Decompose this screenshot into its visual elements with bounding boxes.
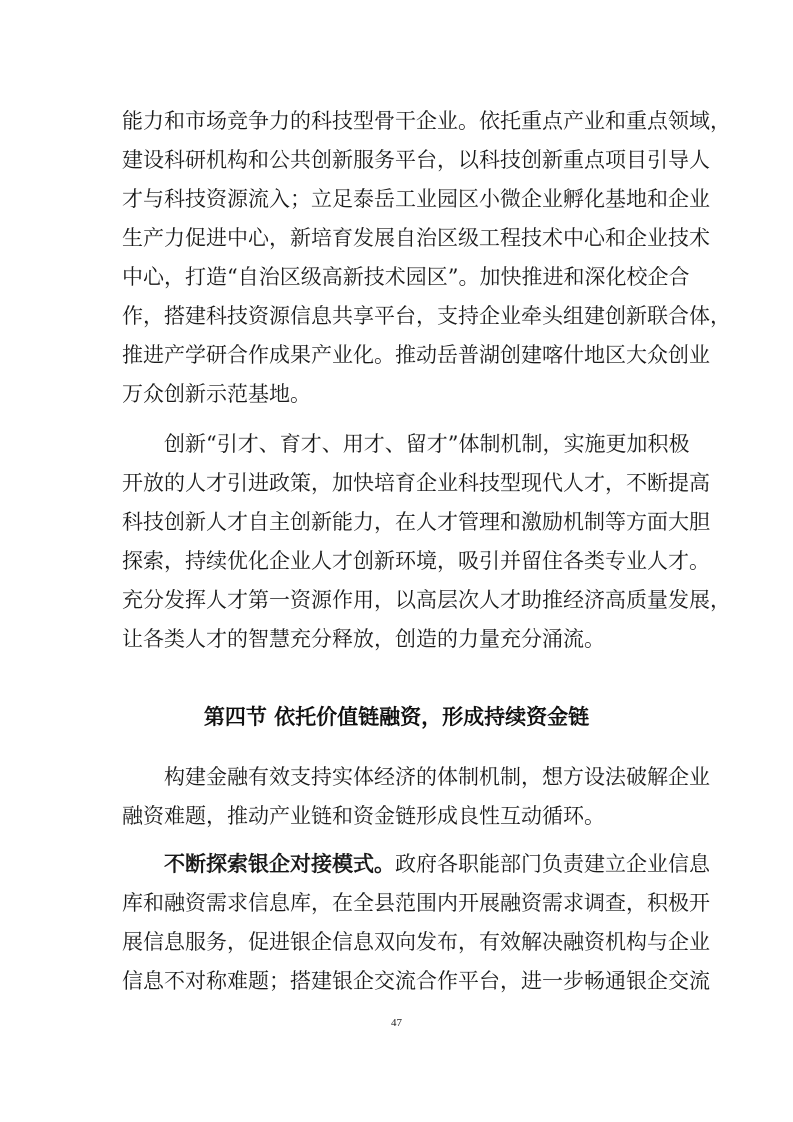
paragraph-4-bold-lead: 不断探索银企对接模式。 <box>164 852 395 876</box>
page-number: 47 <box>391 1017 402 1029</box>
paragraph-1-line-3: 才与科技资源流入；立足泰岳工业园区小微企业孵化基地和企业 <box>122 187 710 211</box>
section-heading: 第四节 依托价值链融资，形成持续资金链 <box>203 705 590 729</box>
paragraph-1-line-2: 建设科研机构和公共创新服务平台，以科技创新重点项目引导人 <box>122 148 710 172</box>
paragraph-4-line-1 <box>164 851 710 877</box>
paragraph-1-line-5: 中心，打造“自治区级高新技术园区”。加快推进和深化校企合 <box>122 265 690 289</box>
paragraph-4-line-1-text: 政府各职能部门负责建立企业信息 <box>395 852 710 876</box>
paragraph-1-line-1: 能力和市场竞争力的科技型骨干企业。依托重点产业和重点领域， <box>122 109 731 133</box>
paragraph-1-line-4: 生产力促进中心，新培育发展自治区级工程技术中心和企业技术 <box>122 226 710 250</box>
paragraph-4-line-4: 信息不对称难题；搭建银企交流合作平台，进一步畅通银企交流 <box>122 969 710 993</box>
paragraph-2-line-1: 创新“引才、育才、用才、留才”体制机制，实施更加积极 <box>164 432 690 456</box>
paragraph-4-line-2: 库和融资需求信息库，在全县范围内开展融资需求调查，积极开 <box>122 891 710 915</box>
paragraph-1-line-6: 作，搭建科技资源信息共享平台，支持企业牵头组建创新联合体， <box>122 304 731 328</box>
paragraph-1-line-7: 推进产学研合作成果产业化。推动岳普湖创建喀什地区大众创业 <box>122 343 710 367</box>
paragraph-2-line-2: 开放的人才引进政策，加快培育企业科技型现代人才，不断提高 <box>122 471 710 495</box>
paragraph-1-line-8: 万众创新示范基地。 <box>122 382 311 406</box>
paragraph-3-line-2: 融资难题，推动产业链和资金链形成良性互动循环。 <box>122 804 605 828</box>
paragraph-2-line-6: 让各类人才的智慧充分释放，创造的力量充分涌流。 <box>122 627 605 651</box>
paragraph-2-line-3: 科技创新人才自主创新能力，在人才管理和激励机制等方面大胆 <box>122 510 710 534</box>
paragraph-4-line-3: 展信息服务，促进银企信息双向发布，有效解决融资机构与企业 <box>122 930 710 954</box>
paragraph-3-line-1: 构建金融有效支持实体经济的体制机制，想方设法破解企业 <box>164 765 710 789</box>
paragraph-2-line-4: 探索，持续优化企业人才创新环境，吸引并留住各类专业人才。 <box>122 549 710 573</box>
paragraph-2-line-5: 充分发挥人才第一资源作用，以高层次人才助推经济高质量发展， <box>122 588 731 612</box>
